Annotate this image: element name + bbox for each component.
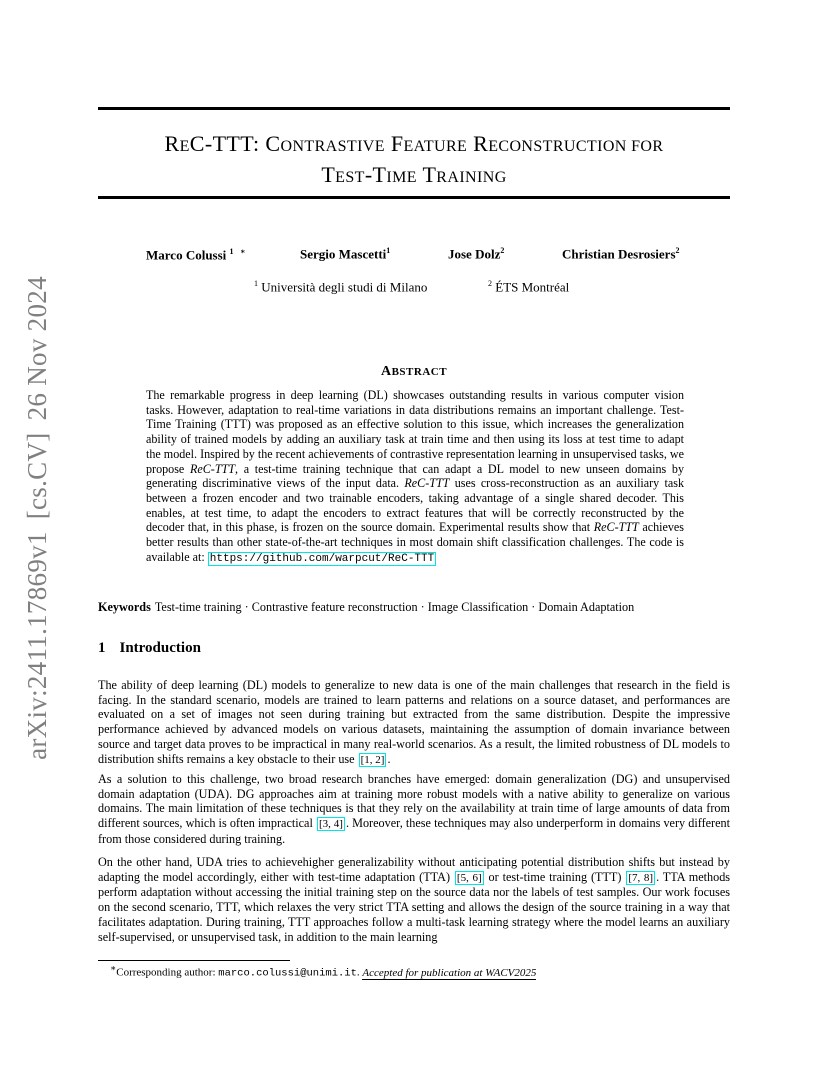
author-email[interactable]: marco.colussi@unimi.it — [218, 967, 357, 980]
author-1: Marco Colussi $^1$ ∗ — [146, 247, 246, 263]
keywords-text: Test-time training · Contrastive feature reconstruction · Image Classification · Domain Adaptation — [154, 600, 635, 614]
citation-link[interactable]: [3, 4] — [318, 818, 343, 831]
title-bottom-rule — [98, 196, 730, 199]
author-4: Christian Desrosiers$^2$ — [562, 246, 680, 262]
title-line-1: REC-TTT: CONTRASTIVE FEATURE RECONSTRUCTION FOR — [164, 131, 664, 156]
accepted-note: Accepted for publication at WACV2025 — [362, 966, 537, 979]
affiliation-1: $^1$ Università degli studi di Milano — [254, 279, 428, 295]
keywords-line — [98, 600, 730, 615]
intro-paragraph-3: On the other hand, UDA tries to achievehigher generalizability without anticipating potential distribution shifts but instead by adapting the model accordingly, either with test-time adaptation (TTA) [5, 6] or test-time training (TTT) [7, 8] . TTA methods perform adaptation without accessing the initial training step on the source data nor the labels of test samples. Our work focuses on the second scenario, TTT, which relaxes the very strict TTA setting and allows the design of the source training in a way that facilitates adaptation. During training, TTT approaches follow a multi-task learning strategy where the model learns an auxiliary self-supervised, or unsupervised task, in addition to the main learning — [98, 855, 731, 944]
intro-paragraph-1: The ability of deep learning (DL) models to generalize to new data is one of the main challenges that research in the field is facing. In the standard scenario, models are trained to learn patterns and relations on a source dataset, and performances are evaluated on a set of images not seen during training but extracted from the same distribution. Despite the impressive performance achieved by advanced models on various datasets, maintaining the assumption of domain invariance between source and target data proves to be impractical in many real-world scenarios. As a result, the limited robustness of DL models to distribution shifts remains a key obstacle to their use [1, 2] . — [98, 678, 730, 766]
citation-link[interactable]: [1, 2] — [360, 753, 385, 766]
title-line-2: TEST-TIME TRAINING — [321, 162, 507, 187]
paper-title — [98, 130, 730, 192]
affiliation-2: $^2$ ÉTS Montréal — [488, 279, 570, 295]
title-top-rule — [98, 107, 730, 110]
arxiv-id: arXiv:2411.17869v1 — [21, 531, 52, 760]
citation-link[interactable]: [5, 6] — [456, 871, 482, 884]
abstract-heading: ABSTRACT — [380, 364, 448, 379]
code-repository-link[interactable]: https://github.com/warpcut/ReC-TTT — [209, 552, 435, 565]
footnote-rule — [98, 960, 290, 961]
author-2: Sergio Mascetti$^1$ — [300, 246, 391, 262]
citation-link[interactable]: [7, 8] — [628, 871, 654, 884]
intro-paragraph-2: As a solution to this challenge, two broad research branches have emerged: domain generalization (DG) and unsupervised domain adaptation (UDA). DG approaches aim at training more robust models with a native ability to generalize on various domains. The main limitation of these techniques is that they rely on the availability at train time of large amounts of data from different sources, which is often impractical [3, 4] . Moreover, these techniques may also underperform in domains very different from those considered during training. — [98, 772, 731, 846]
author-list — [98, 246, 730, 266]
keywords-label: Keywords — [98, 600, 151, 614]
section-heading-introduction: 1 Introduction — [98, 640, 201, 656]
abstract-body: The remarkable progress in deep learning (DL) showcases outstanding results in various computer vision tasks. However, adaptation to real-time variations in data distributions remains an important challenge. Test-Time Training (TTT) was proposed as an effective solution to this issue, which increases the generalization ability of trained models by adding an auxiliary task at train time and then using its loss at test time to adapt the model. Inspired by the recent achievements of contrastive representation learning in unsupervised tasks, we propose ReC-TTT, a test-time training technique that can adapt a DL model to new unseen domains by generating discriminative views of the input data. ReC-TTT uses cross-reconstruction as an auxiliary task between a frozen encoder and two trainable encoders, taking advantage of a single shared decoder. This enables, at test time, to adapt the encoders to extract features that will be correctly reconstructed by the decoder that, in this phase, is frozen on the source domain. Experimental results show that ReC-TTT achieves better results than other state-of-the-art techniques in most domain shift classification challenges. The code is available at: https://github.com/warpcut/ReC-TTT — [146, 388, 685, 565]
arxiv-date: 26 Nov 2024 — [21, 276, 52, 421]
arxiv-identifier — [20, 278, 54, 758]
footnote: ∗Corresponding author: marco.colussi@unimi.it. Accepted for publication at WACV2025 — [110, 963, 537, 980]
arxiv-category: [cs.CV] — [21, 432, 52, 520]
author-3: Jose Dolz$^2$ — [448, 246, 505, 262]
